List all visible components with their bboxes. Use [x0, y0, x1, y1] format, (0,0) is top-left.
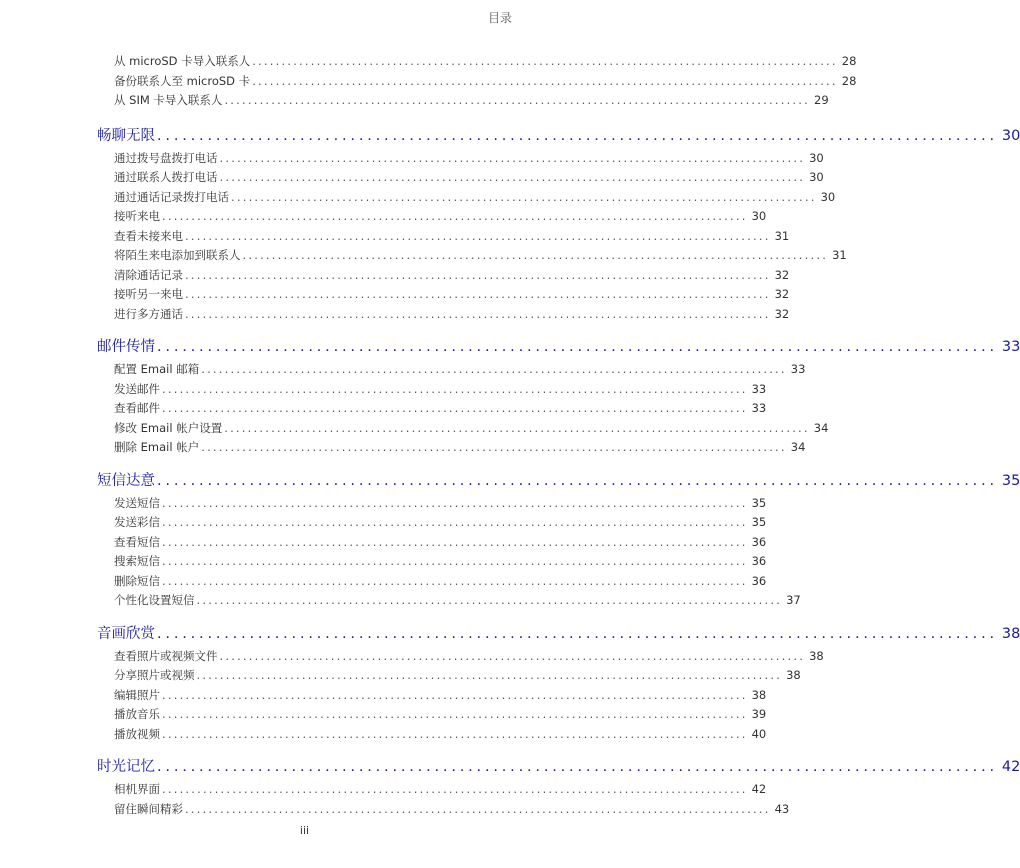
toc-section: [97, 622, 1020, 746]
toc-entry[interactable]: [97, 648, 824, 668]
chapter-title: 邮件传情: [97, 339, 155, 355]
entry-title: 配置 Email 邮箱: [114, 362, 200, 376]
toc-section: [97, 124, 1020, 326]
toc-section: [97, 335, 1020, 459]
toc-section: [97, 755, 1020, 820]
toc-chapter-heading[interactable]: [97, 124, 1020, 150]
dot-leader: ....................................................................................................: [201, 440, 787, 454]
entry-page-number: 40: [751, 726, 767, 741]
toc-entry[interactable]: [97, 592, 801, 612]
entry-page-number: 30: [820, 189, 836, 204]
entry-title: 发送彩信: [114, 515, 160, 529]
dot-leader: ....................................................................................................: [185, 287, 771, 301]
entry-page-number: 38: [786, 668, 801, 682]
dot-leader: ....................................................................................................: [252, 73, 838, 88]
dot-leader: ....................................................................................................: [162, 707, 748, 721]
entry-page-number: 30: [751, 209, 767, 223]
entry-page-number: 28: [841, 73, 857, 88]
chapter-page-number: 35: [1001, 472, 1020, 489]
chapter-title: 畅聊无限: [97, 127, 155, 144]
entry-page-number: 32: [774, 267, 790, 282]
entry-page-number: 32: [774, 306, 790, 321]
chapter-page-number: 33: [1001, 339, 1020, 355]
toc-entry[interactable]: [97, 150, 824, 170]
entry-title: 接听另一来电: [114, 287, 183, 301]
entry-title: 清除通话记录: [114, 267, 183, 282]
entry-page-number: 42: [751, 782, 767, 796]
entry-page-number: 29: [814, 93, 829, 107]
toc-entry[interactable]: [97, 361, 806, 381]
entry-page-number: 33: [751, 381, 767, 396]
toc-entry[interactable]: [97, 687, 767, 707]
toc-entry[interactable]: [97, 781, 767, 801]
entry-title: 通过联系人拨打电话: [114, 170, 218, 184]
entry-title: 删除短信: [114, 573, 160, 588]
page-number: iii: [299, 824, 310, 837]
entry-page-number: 39: [751, 707, 767, 721]
entry-page-number: 31: [832, 248, 847, 262]
page-header-title: 目录: [487, 11, 512, 25]
dot-leader: ....................................................................................................: [162, 209, 748, 223]
entry-title: 将陌生来电添加到联系人: [114, 248, 241, 262]
entry-page-number: 36: [751, 534, 767, 549]
entry-title: 删除 Email 帐户: [114, 440, 200, 454]
entry-page-number: 36: [751, 573, 767, 588]
toc-section: [97, 469, 1020, 612]
toc-entry[interactable]: [97, 553, 767, 573]
entry-title: 进行多方通话: [114, 306, 183, 321]
table-of-contents: [97, 53, 1020, 830]
dot-leader: ....................................................................................................: [162, 726, 748, 741]
dot-leader: ....................................................................................................: [185, 801, 771, 816]
dot-leader: ....................................................................................................: [196, 668, 783, 682]
chapter-page-number: 42: [1001, 759, 1020, 775]
entry-page-number: 33: [790, 362, 806, 376]
dot-leader: ....................................................................................................: [162, 782, 748, 796]
entry-title: 相机界面: [114, 782, 160, 796]
toc-entry[interactable]: [97, 400, 767, 420]
toc-entry[interactable]: [97, 439, 806, 459]
dot-leader: ....................................................................................................: [157, 625, 998, 642]
chapter-page-number: 38: [1001, 625, 1020, 642]
toc-entry[interactable]: [97, 495, 767, 515]
entry-title: 查看照片或视频文件: [114, 648, 218, 663]
entry-title: 查看短信: [114, 534, 160, 549]
entry-title: 发送邮件: [114, 381, 160, 396]
entry-page-number: 30: [809, 150, 824, 165]
chapter-title: 时光记忆: [97, 759, 155, 775]
dot-leader: ....................................................................................................: [242, 248, 829, 262]
dot-leader: ....................................................................................................: [252, 54, 838, 68]
toc-entry[interactable]: [97, 801, 790, 821]
entry-title: 个性化设置短信: [114, 593, 195, 607]
dot-leader: ....................................................................................................: [201, 362, 787, 376]
dot-leader: ....................................................................................................: [185, 228, 771, 243]
toc-chapter-heading[interactable]: [97, 469, 1020, 495]
entry-page-number: 32: [774, 287, 790, 301]
chapter-title: 短信达意: [97, 472, 155, 489]
toc-entry[interactable]: [97, 667, 801, 687]
entry-page-number: 38: [809, 648, 824, 663]
dot-leader: ....................................................................................................: [185, 267, 771, 282]
entry-title: 修改 Email 帐户设置: [114, 420, 223, 435]
toc-entry[interactable]: [97, 306, 790, 326]
entry-page-number: 30: [809, 170, 824, 184]
toc-entry[interactable]: [97, 534, 767, 554]
toc-entry[interactable]: [97, 208, 767, 228]
dot-leader: ....................................................................................................: [157, 127, 998, 144]
toc-entry[interactable]: [97, 73, 857, 93]
toc-entry[interactable]: [97, 420, 829, 440]
toc-entry[interactable]: [97, 381, 767, 401]
dot-leader: ....................................................................................................: [231, 189, 817, 204]
toc-entry[interactable]: [97, 189, 836, 209]
dot-leader: ....................................................................................................: [219, 648, 806, 663]
toc-entry[interactable]: [97, 514, 767, 534]
dot-leader: ....................................................................................................: [219, 170, 806, 184]
entry-title: 接听来电: [114, 209, 160, 223]
entry-title: 备份联系人至 microSD 卡: [114, 73, 251, 88]
entry-title: 通过通话记录拨打电话: [114, 189, 229, 204]
entry-title: 留住瞬间精彩: [114, 801, 183, 816]
toc-chapter-heading[interactable]: [97, 335, 1020, 361]
chapter-page-number: 30: [1001, 127, 1020, 144]
dot-leader: ....................................................................................................: [162, 573, 748, 588]
entry-page-number: 28: [841, 54, 857, 68]
dot-leader: ....................................................................................................: [162, 554, 748, 568]
toc-entry[interactable]: [97, 228, 790, 248]
entry-page-number: 35: [751, 515, 767, 529]
entry-title: 播放音乐: [114, 707, 160, 721]
dot-leader: ....................................................................................................: [219, 150, 806, 165]
dot-leader: ....................................................................................................: [162, 515, 748, 529]
toc-entry[interactable]: [97, 267, 790, 287]
entry-title: 搜索短信: [114, 554, 160, 568]
dot-leader: ....................................................................................................: [162, 495, 748, 510]
entry-page-number: 31: [774, 228, 790, 243]
toc-entry[interactable]: [97, 573, 767, 593]
entry-title: 查看邮件: [114, 401, 160, 415]
entry-title: 编辑照片: [114, 687, 160, 702]
chapter-title: 音画欣赏: [97, 625, 155, 642]
toc-chapter-heading[interactable]: [97, 755, 1020, 781]
entry-title: 从 SIM 卡导入联系人: [114, 93, 223, 107]
toc-entry[interactable]: [97, 706, 767, 726]
entry-page-number: 36: [751, 554, 767, 568]
dot-leader: ....................................................................................................: [162, 687, 748, 702]
dot-leader: ....................................................................................................: [157, 759, 998, 775]
toc-entry[interactable]: [97, 92, 829, 112]
entry-title: 查看未接来电: [114, 228, 183, 243]
dot-leader: ....................................................................................................: [224, 93, 810, 107]
dot-leader: ....................................................................................................: [162, 381, 748, 396]
entry-page-number: 38: [751, 687, 767, 702]
entry-page-number: 33: [751, 401, 767, 415]
entry-title: 分享照片或视频: [114, 668, 195, 682]
toc-section: [97, 53, 857, 112]
toc-entry[interactable]: [97, 286, 790, 306]
entry-title: 从 microSD 卡导入联系人: [114, 54, 251, 68]
entry-page-number: 37: [786, 593, 801, 607]
dot-leader: ....................................................................................................: [224, 420, 810, 435]
toc-entry[interactable]: [97, 169, 824, 189]
entry-title: 发送短信: [114, 495, 160, 510]
entry-page-number: 34: [790, 440, 806, 454]
entry-page-number: 43: [774, 801, 790, 816]
entry-page-number: 34: [813, 420, 829, 435]
dot-leader: ....................................................................................................: [185, 306, 771, 321]
dot-leader: ....................................................................................................: [162, 401, 748, 415]
dot-leader: ....................................................................................................: [157, 472, 998, 489]
toc-entry[interactable]: [97, 726, 767, 746]
dot-leader: ....................................................................................................: [157, 339, 998, 355]
dot-leader: ....................................................................................................: [162, 534, 748, 549]
toc-chapter-heading[interactable]: [97, 622, 1020, 648]
entry-title: 通过拨号盘拨打电话: [114, 150, 218, 165]
toc-entry[interactable]: [97, 247, 847, 267]
dot-leader: ....................................................................................................: [196, 593, 783, 607]
entry-title: 播放视频: [114, 726, 160, 741]
toc-entry[interactable]: [97, 53, 857, 73]
entry-page-number: 35: [751, 495, 767, 510]
